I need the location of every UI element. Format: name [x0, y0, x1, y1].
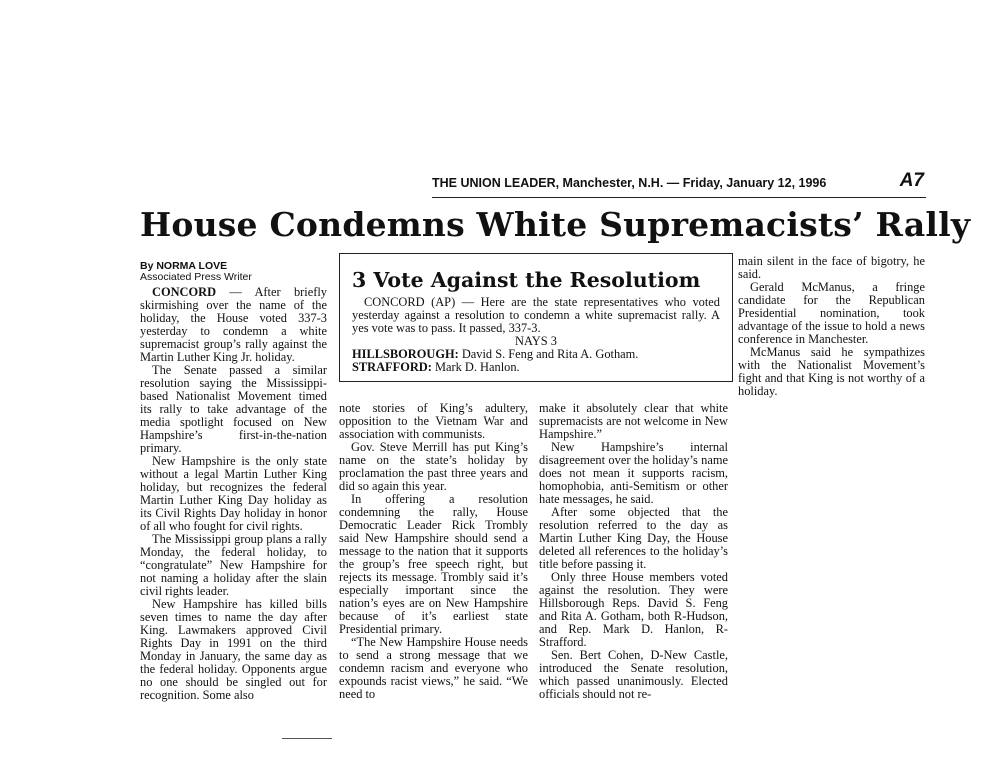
header-line: THE UNION LEADER, Manchester, N.H. — Friday, January 12, 1996 [432, 176, 827, 190]
sidebar-box [339, 253, 733, 382]
sidebar-nays: NAYS 3 [515, 334, 557, 348]
sidebar-title: 3 Vote Against the Resolutiom [352, 268, 701, 292]
article-column-4 [738, 255, 925, 398]
paragraph: The Mississippi group plans a rally Monday, the federal holiday, to “congratulate” New Hampshire for not naming a holiday after the slain civil rights leader. [140, 532, 327, 598]
paragraph: New Hampshire’s internal disagreement over the holiday’s name does not mean it supports racism, homophobia, anti-Semitism or other hate messages, he said. [539, 440, 728, 506]
sidebar-hillsborough-label: HILLSBOROUGH: [352, 347, 459, 361]
paragraph: — After briefly skirmishing over the name of the holiday, the House voted 337-3 yesterday to condemn a white supremacist group’s rally against the Martin Luther King Jr. holiday. [140, 285, 327, 364]
sidebar-intro: CONCORD (AP) — Here are the state representatives who voted yesterday against a resolution to condemn a white supremacist rally. A yes vote was to pass. It passed, 337-3. [352, 295, 720, 335]
sidebar-strafford-names: Mark D. Hanlon. [434, 360, 520, 374]
paragraph: make it absolutely clear that white supremacists are not welcome in New Hampshire.” [539, 401, 728, 441]
sidebar-hillsborough-names: David S. Feng and Rita A. Gotham. [461, 347, 639, 361]
dateline: CONCORD [152, 285, 217, 299]
paragraph: After some objected that the resolution referred to the day as Martin Luther King Day, the House deleted all references to the holiday’s title before passing it. [539, 505, 728, 571]
article-column-1 [140, 286, 327, 702]
headline: House Condemns White Supremacists’ Rally [140, 205, 971, 244]
byline-name: By NORMA LOVE [140, 260, 228, 272]
paragraph: Sen. Bert Cohen, D-New Castle, introduced the Senate resolution, which passed unanimously. Elected officials should not re- [539, 648, 728, 701]
sidebar-strafford-label: STRAFFORD: [352, 360, 432, 374]
paragraph: Only three House members voted against the resolution. They were Hillsborough Reps. David S. Feng and Rita A. Gotham, both R-Hudson, and Rep. Mark D. Hanlon, R-Strafford. [539, 570, 728, 649]
page-number: A7 [899, 170, 924, 191]
paragraph: “The New Hampshire House needs to send a strong message that we condemn racism and everyone who expounds racist views,” he said. “We need to [339, 635, 528, 701]
paragraph: main silent in the face of bigotry, he said. [738, 254, 925, 281]
paragraph: The Senate passed a similar resolution saying the Mississippi-based Nationalist Movement timed its rally to take advantage of the media spotlight focused on New Hampshire’s first-in-the-nation primary. [140, 363, 327, 455]
paragraph: New Hampshire is the only state without a legal Martin Luther King holiday, but recognizes the federal Martin Luther King Day holiday as its Civil Rights Day holiday in honor of all who fought for civil rights. [140, 454, 327, 533]
paragraph: Gov. Steve Merrill has put King’s name on the state’s holiday by proclamation the past three years and did so again this year. [339, 440, 528, 493]
article-column-3 [539, 402, 728, 701]
paragraph: New Hampshire has killed bills seven times to name the day after King. Lawmakers approved Civil Rights Day in 1991 on the third Monday in January, the same day as the federal holiday. Opponents argue no one should be singled out for recognition. Some also [140, 597, 327, 702]
sidebar-body [352, 296, 720, 374]
paragraph: note stories of King’s adultery, opposition to the Vietnam War and association with communists. [339, 401, 528, 441]
article-column-2 [339, 402, 528, 701]
byline [140, 261, 252, 283]
paragraph: McManus said he sympathizes with the Nationalist Movement’s fight and that King is not worthy of a holiday. [738, 345, 925, 398]
page-header [432, 170, 926, 198]
column-end-rule [282, 738, 332, 739]
paragraph: Gerald McManus, a fringe candidate for the Republican Presidential nomination, took advantage of the issue to hold a news conference in Manchester. [738, 280, 925, 346]
byline-org: Associated Press Writer [140, 271, 252, 283]
paragraph: In offering a resolution condemning the rally, House Democratic Leader Rick Trombly said New Hampshire should send a message to the nation that it supports the group’s free speech right, but rejects its message. Trombly said it’s especially important since the nation’s eyes are on New Hampshire because of it’s earliest state Presidential primary. [339, 492, 528, 636]
